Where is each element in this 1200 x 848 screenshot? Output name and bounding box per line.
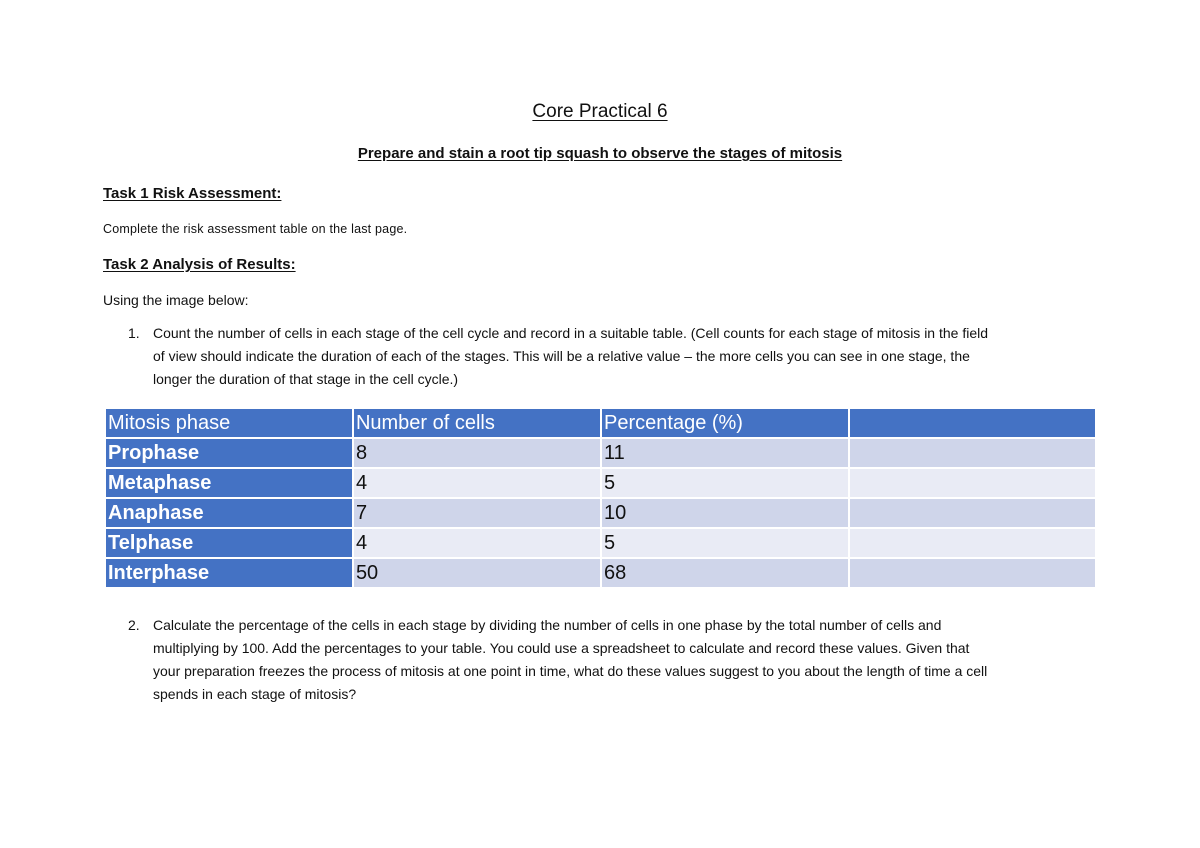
table-cell-percent: 5 — [602, 469, 848, 497]
list-item-2-line-3: your preparation freezes the process of mitosis at one point in time, what do these values suggest to you about the length of time a cell — [153, 663, 988, 679]
table-cell-percent: 5 — [602, 529, 848, 557]
table-cell-count: 4 — [354, 529, 600, 557]
mitosis-table — [104, 407, 1097, 589]
task2-intro: Using the image below: — [103, 292, 249, 308]
list-item-2-number: 2. — [128, 617, 140, 633]
table-row — [106, 439, 1095, 467]
table-row — [106, 469, 1095, 497]
table-cell-percent: 11 — [602, 439, 848, 467]
table-cell-count: 4 — [354, 469, 600, 497]
list-item-2-line-4: spends in each stage of mitosis? — [153, 686, 357, 702]
table-cell-count: 50 — [354, 559, 600, 587]
task2-heading: Task 2 Analysis of Results: — [103, 256, 296, 273]
table-cell-extra — [850, 499, 1095, 527]
table-cell-phase: Interphase — [106, 559, 352, 587]
table-cell-extra — [850, 469, 1095, 497]
list-item-1-line-1: Count the number of cells in each stage of the cell cycle and record in a suitable table. (Cell counts for each stage of mitosis in the field — [153, 325, 989, 341]
page-subtitle: Prepare and stain a root tip squash to observe the stages of mitosis — [357, 145, 843, 162]
table-cell-phase: Anaphase — [106, 499, 352, 527]
table-header-row — [106, 409, 1095, 437]
list-item-2 — [103, 614, 1103, 706]
table-cell-count: 7 — [354, 499, 600, 527]
table-cell-percent: 68 — [602, 559, 848, 587]
table-cell-count: 8 — [354, 439, 600, 467]
table-cell-phase: Telphase — [106, 529, 352, 557]
table-row — [106, 559, 1095, 587]
table-header-count: Number of cells — [354, 409, 600, 437]
table-cell-percent: 10 — [602, 499, 848, 527]
table-cell-phase: Metaphase — [106, 469, 352, 497]
list-item-2-line-2: multiplying by 100. Add the percentages to your table. You could use a spreadsheet to calculate and record these values. Given that — [153, 640, 970, 656]
table-cell-extra — [850, 529, 1095, 557]
table-header-phase: Mitosis phase — [106, 409, 352, 437]
table-cell-extra — [850, 439, 1095, 467]
list-item-1 — [103, 322, 1103, 391]
list-item-1-number: 1. — [128, 325, 140, 341]
table-cell-phase: Prophase — [106, 439, 352, 467]
table-row — [106, 529, 1095, 557]
task1-text: Complete the risk assessment table on the last page. — [103, 222, 408, 236]
list-item-2-line-1: Calculate the percentage of the cells in each stage by dividing the number of cells in one phase by the total number of cells and — [153, 617, 942, 633]
table-header-percent: Percentage (%) — [602, 409, 848, 437]
table-row — [106, 499, 1095, 527]
task1-heading: Task 1 Risk Assessment: — [103, 185, 282, 202]
table-cell-extra — [850, 559, 1095, 587]
page-title: Core Practical 6 — [532, 101, 668, 122]
list-item-1-line-2: of view should indicate the duration of each of the stages. This will be a relative value – the more cells you can see in one stage, the — [153, 348, 970, 364]
table-header-extra — [850, 409, 1095, 437]
list-item-1-line-3: longer the duration of that stage in the cell cycle.) — [153, 371, 459, 387]
